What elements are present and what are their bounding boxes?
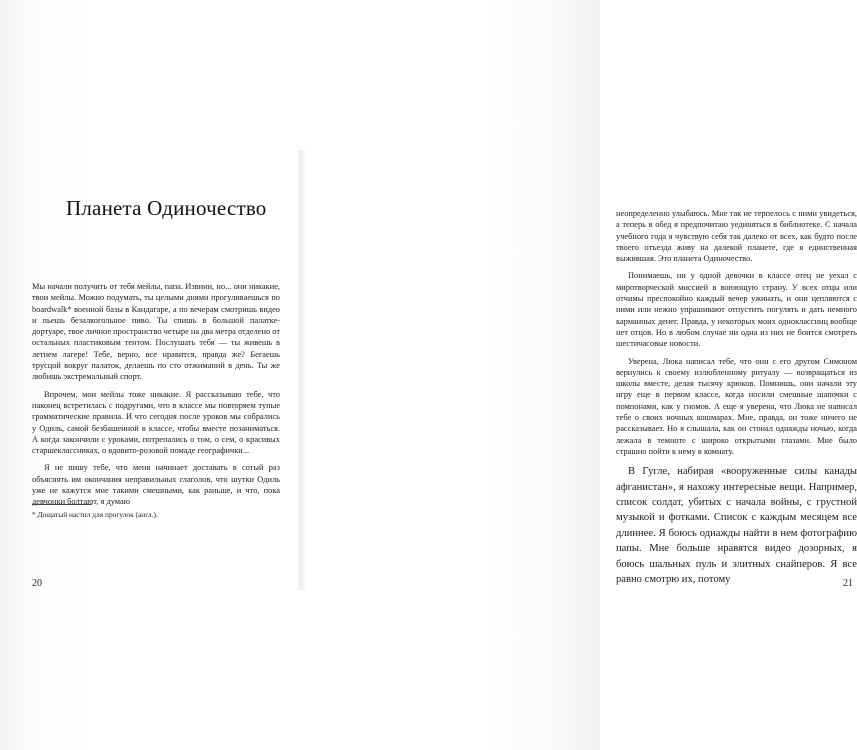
left-page bbox=[0, 0, 300, 750]
paragraph: неопределенно улыбаюсь. Мне так не терпелось с ними увидеться, а теперь в обед я предпочитаю уединяться в библиотеке. С начала учебного года я чувствую себя так далеко от всех, как будто после твоего отъезда живу на далекой планете, где я единственная выжившая. Это планета Одиночество. bbox=[616, 209, 857, 264]
paragraph: В Гугле, набирая «вооруженные силы канады афганистан», я нахожу интересные вещи. Например, список солдат, убитых с начала войны, с грустной музыкой и фотками. Список с каждым месяцем все длиннее. Я боюсь однажды найти в нем фотографию папы. Мне больше нравятся видео дозорных, я боюсь шальных пуль и элитных снайперов. Я все равно смотрю их, потому bbox=[616, 466, 857, 586]
paragraph: Уверена, Люка написал тебе, что они с его другом Симоном вернулись к своему излюбленному ритуалу — возвращаться из школы вместе, делая тысячу крюков. Помнишь, они начали эту игру еще в первом классе, когда носили смешные шапочки с помпонами, как у гномов. А еще я уверена, что Люка не написал тебе о своих ночных кошмарах. Мне, правда, он тоже ничего не рассказывает. Но я слышала, как он стонал однажды ночью, когда лежала в темноте с широко открытыми глазами. Мне было страшно пойти к нему в комнату. bbox=[616, 356, 857, 456]
footnote: * Дощатый настил для прогулок (англ.). bbox=[32, 510, 158, 519]
left-body-text bbox=[32, 281, 280, 508]
paragraph: Мы начали получить от тебя мейлы, папа. Извини, но... они никакие, твои мейлы. Можно подумать, ты целыми днями прогуливаешься по boardwalk* военной базы в Кандагаре, а по вечерам смотришь видео и пьешь безалкогольное пиво. Ты спишь в большой палатке-дортуаре, твое личное пространство четыре на два метра отделено от остальных пластиковым тентом. Послушать тебя — ты живешь в летнем лагере! Тебе, верно, все нравится, правда же? Бегаешь трусцой вокруг палаток, делаешь по сто отжиманий в день. Ты же любишь экстремальный спорт. bbox=[32, 282, 280, 382]
footnote-divider bbox=[32, 504, 92, 505]
page-number-right: 21 bbox=[843, 578, 853, 589]
paragraph: Понимаешь, ни у одной девочки в классе отец не уехал с миротворческой миссией в воюющую страну. У всех отцы или отчимы преспокойно каждый вечер ужинать, и они цепляются с ними или нежно упрашивают отпустить погулять и дать немного карманных денег. Правда, у некоторых моих одноклассниц вообще нет отцов. Но в любом случае ни одна из них не боится смотреть шестичасовые новости. bbox=[616, 271, 857, 349]
chapter-title: Планета Одиночество bbox=[66, 196, 267, 220]
right-page bbox=[300, 0, 857, 750]
page-number-left: 20 bbox=[32, 578, 42, 589]
paragraph: Впрочем, мои мейлы тоже никакие. Я рассказываю тебе, что наконец встретилась с подругами, что в классе мы повторяем тупые грамматические правила. И что сегодня после уроков мы собрались у Одиль, самой безбашенной в классе, чтобы вместе позаниматься. А когда закончили с уроками, потрепались о том, о сем, о красивых старшеклассниках, о ядовито-розовой помаде географички... bbox=[32, 389, 280, 456]
right-body-text bbox=[616, 208, 857, 587]
paragraph: Я не пишу тебе, что меня начинает доставать в сотый раз объяснять им окончания неправильных глаголов, что шутки Одиль уже не кажутся мне такими смешными, как раньше, и что, пока девчонки болтают, я думаю bbox=[32, 463, 280, 507]
